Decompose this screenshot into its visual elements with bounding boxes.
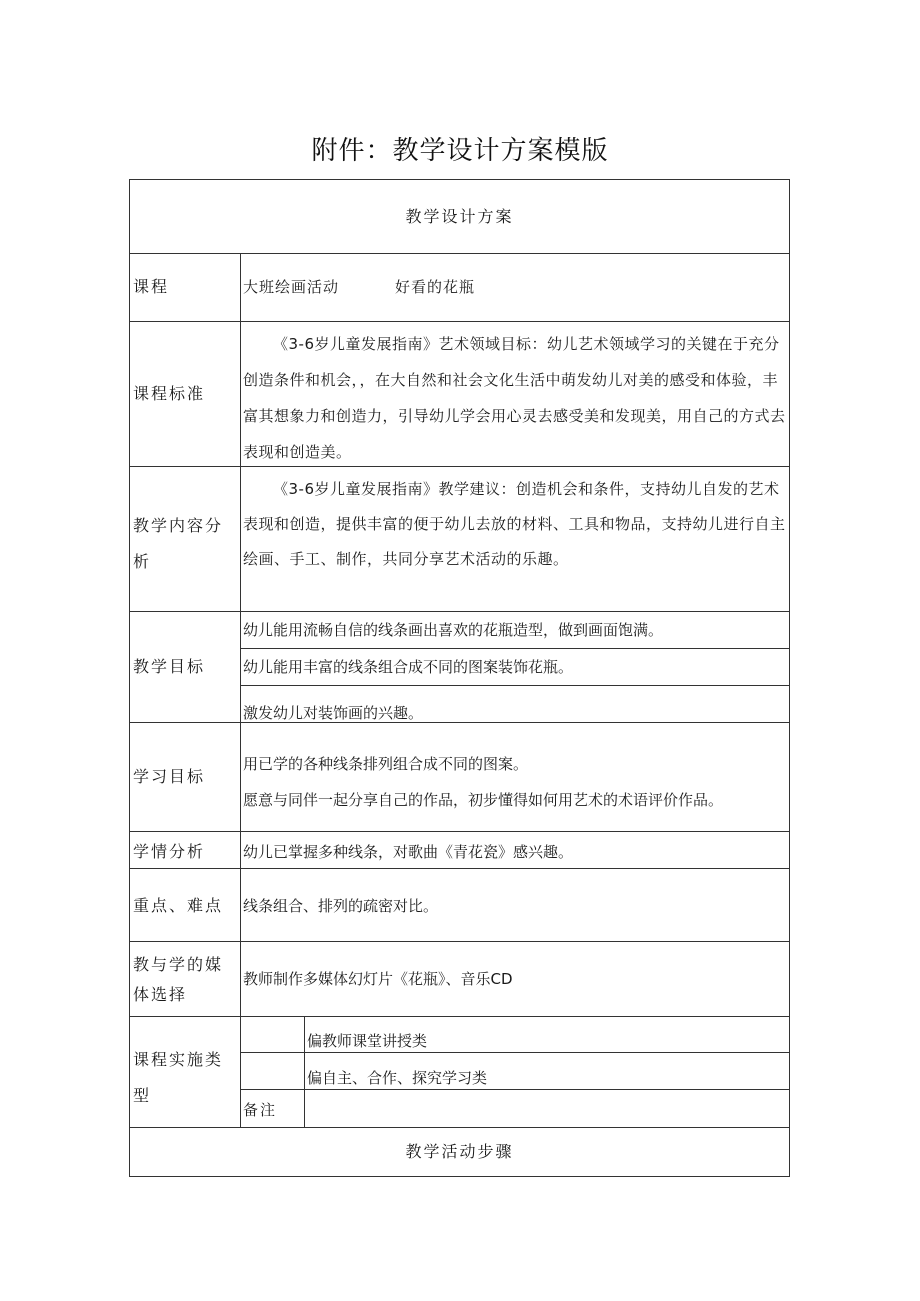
course-activity: 大班绘画活动: [243, 278, 340, 296]
course-name: 好看的花瓶: [395, 278, 476, 296]
row-divider: [129, 1127, 790, 1128]
row-divider: [129, 831, 790, 832]
table-border-right: [789, 179, 790, 1177]
row-divider: [129, 611, 790, 612]
remark-label: 备注: [243, 1101, 278, 1119]
row-divider: [129, 941, 790, 942]
row-divider: [129, 1016, 790, 1017]
type-option-inquiry: 偏自主、合作、探究学习类: [307, 1069, 488, 1087]
table-column-divider: [240, 253, 241, 1127]
type-divider: [240, 1089, 790, 1090]
content-analysis-label: 教学内容分析: [133, 516, 224, 571]
activity-steps-header: 教学活动步骤: [405, 1142, 514, 1161]
teaching-goal-item: 幼儿能用流畅自信的线条画出喜欢的花瓶造型，做到画面饱满。: [243, 621, 664, 639]
course-value: [243, 277, 475, 297]
learning-goal-item: 愿意与同伴一起分享自己的作品，初步懂得如何用艺术的术语评价作品。: [243, 791, 724, 809]
row-divider: [129, 868, 790, 869]
standard-text: 《3-6岁儿童发展指南》艺术领域目标：幼儿艺术领域学习的关键在于充分创造条件和机会，，在大自然和社会文化生活中萌发幼儿对美的感受和体验，丰富其想象力和创造力，引导幼儿学会用心灵去感受美和发现美，用自己的方式去表现和创造美。: [243, 335, 786, 461]
goal-divider: [240, 685, 790, 686]
teaching-goals-label: 教学目标: [133, 657, 206, 676]
standard-label: 课程标准: [133, 384, 206, 403]
document-title: 附件：教学设计方案模版: [311, 136, 609, 166]
teaching-goal-item: 激发幼儿对装饰画的兴趣。: [243, 704, 424, 722]
key-points-text: 线条组合、排列的疏密对比。: [243, 897, 439, 915]
media-label: 教与学的媒体选择: [133, 955, 224, 1004]
media-text: 教师制作多媒体幻灯片《花瓶》、音乐CD: [243, 970, 513, 988]
learner-analysis-label: 学情分析: [133, 842, 206, 861]
table-border-top: [129, 179, 790, 180]
type-divider: [240, 1052, 790, 1053]
row-divider: [129, 321, 790, 322]
row-divider: [129, 253, 790, 254]
learner-analysis-text: 幼儿已掌握多种线条，对歌曲《青花瓷》感兴趣。: [243, 843, 574, 861]
learning-goal-item: 用已学的各种线条排列组合成不同的图案。: [243, 755, 529, 773]
course-label: 课程: [133, 277, 170, 296]
teaching-goal-item: 幼儿能用丰富的线条组合成不同的图案装饰花瓶。: [243, 658, 574, 676]
table-header: 教学设计方案: [405, 207, 514, 226]
learning-goals-label: 学习目标: [133, 767, 206, 786]
row-divider: [129, 722, 790, 723]
table-subcolumn-divider: [304, 1016, 305, 1127]
goal-divider: [240, 648, 790, 649]
type-option-teacher-led: 偏教师课堂讲授类: [307, 1032, 428, 1050]
table-border-bottom: [129, 1176, 790, 1177]
table-border-left: [129, 179, 130, 1177]
implementation-type-label: 课程实施类型: [133, 1050, 224, 1105]
key-points-label: 重点、难点: [133, 896, 224, 915]
content-analysis-text: 《3-6岁儿童发展指南》教学建议：创造机会和条件，支持幼儿自发的艺术表现和创造，提供丰富的便于幼儿去放的材料、工具和物品，支持幼儿进行自主绘画、手工、制作，共同分享艺术活动的乐趣。: [243, 480, 786, 568]
